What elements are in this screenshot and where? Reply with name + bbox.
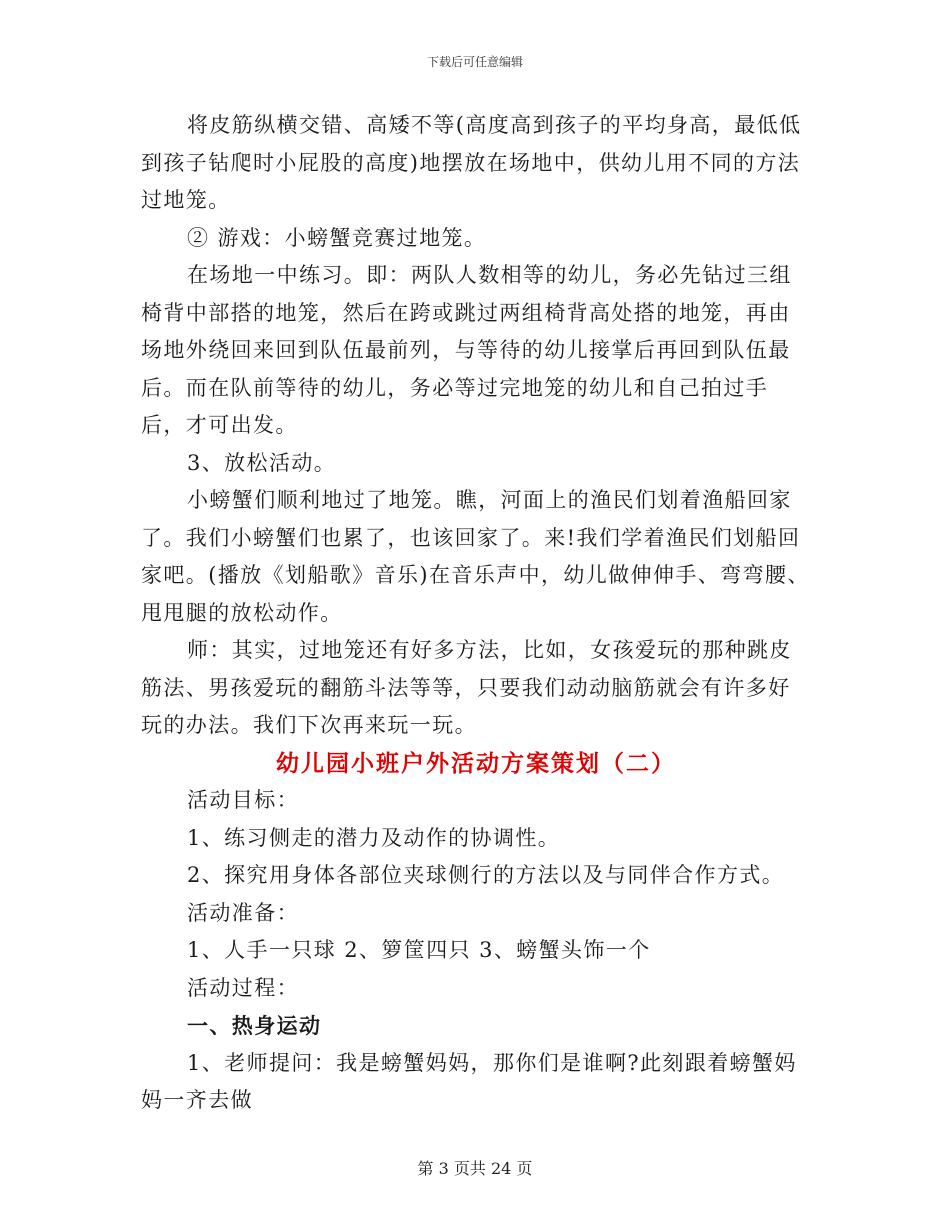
paragraph-process-heading: 活动过程： xyxy=(187,975,299,1000)
page-number: 第 3 页共 24 页 xyxy=(417,1159,533,1178)
paragraph-prep-items: 1、人手一只球 2、箩筐四只 3、螃蟹头饰一个 xyxy=(187,938,651,962)
paragraph-goal-2: 2、探究用身体各部位夹球侧行的方法以及与同伴合作方式。 xyxy=(187,863,785,887)
paragraph-teacher-summary: 师：其实，过地笼还有好多方法，比如，女孩爱玩的那种跳皮筋法、男孩爱玩的翻筋斗法等等，只要我们动动脑筋就会有许多好玩的办法。我们下次再来玩一玩。 xyxy=(141,638,792,737)
paragraph-prep-heading: 活动准备： xyxy=(187,900,299,925)
header-note: 下载后可任意编辑 xyxy=(426,55,523,69)
paragraph-game-title: ② 游戏：小螃蟹竞赛过地笼。 xyxy=(187,225,487,250)
paragraph-warmup-heading: 一、热身运动 xyxy=(187,1013,322,1038)
paragraph-game-rules: 在场地一中练习。即：两队人数相等的幼儿，务必先钻过三组椅背中部搭的地笼，然后在跨或跳过两组椅背高处搭的地笼，再由场地外绕回来回到队伍最前列，与等待的幼儿接掌后再回到队伍最后。而在队前等待的幼儿，务必等过完地笼的幼儿和自己拍过手后，才可出发。 xyxy=(141,263,792,437)
paragraph-relax-activity: 小螃蟹们顺利地过了地笼。瞧，河面上的渔民们划着渔船回家了。我们小螃蟹们也累了，也该回家了。来!我们学着渔民们划船回家吧。(播放《划船歌》音乐)在音乐声中，幼儿做伸伸手、弯弯腰、甩甩腿的放松动作。 xyxy=(141,488,810,625)
paragraph-relax-heading: 3、放松活动。 xyxy=(187,450,337,475)
section-title: 幼儿园小班户外活动方案策划（二） xyxy=(276,749,676,777)
paragraph-teacher-question: 1、老师提问：我是螃蟹妈妈，那你们是谁啊?此刻跟着螃蟹妈妈一齐去做 xyxy=(141,1050,797,1112)
document-body xyxy=(141,107,811,1120)
paragraph-goal-1: 1、练习侧走的潜力及动作的协调性。 xyxy=(187,825,561,850)
paragraph-setup: 将皮筋纵横交错、高矮不等(高度高到孩子的平均身高，最低低到孩子钻爬时小屁股的高度)地摆放在场地中，供幼儿用不同的方法过地笼。 xyxy=(141,113,802,212)
paragraph-goals-heading: 活动目标： xyxy=(187,788,299,812)
